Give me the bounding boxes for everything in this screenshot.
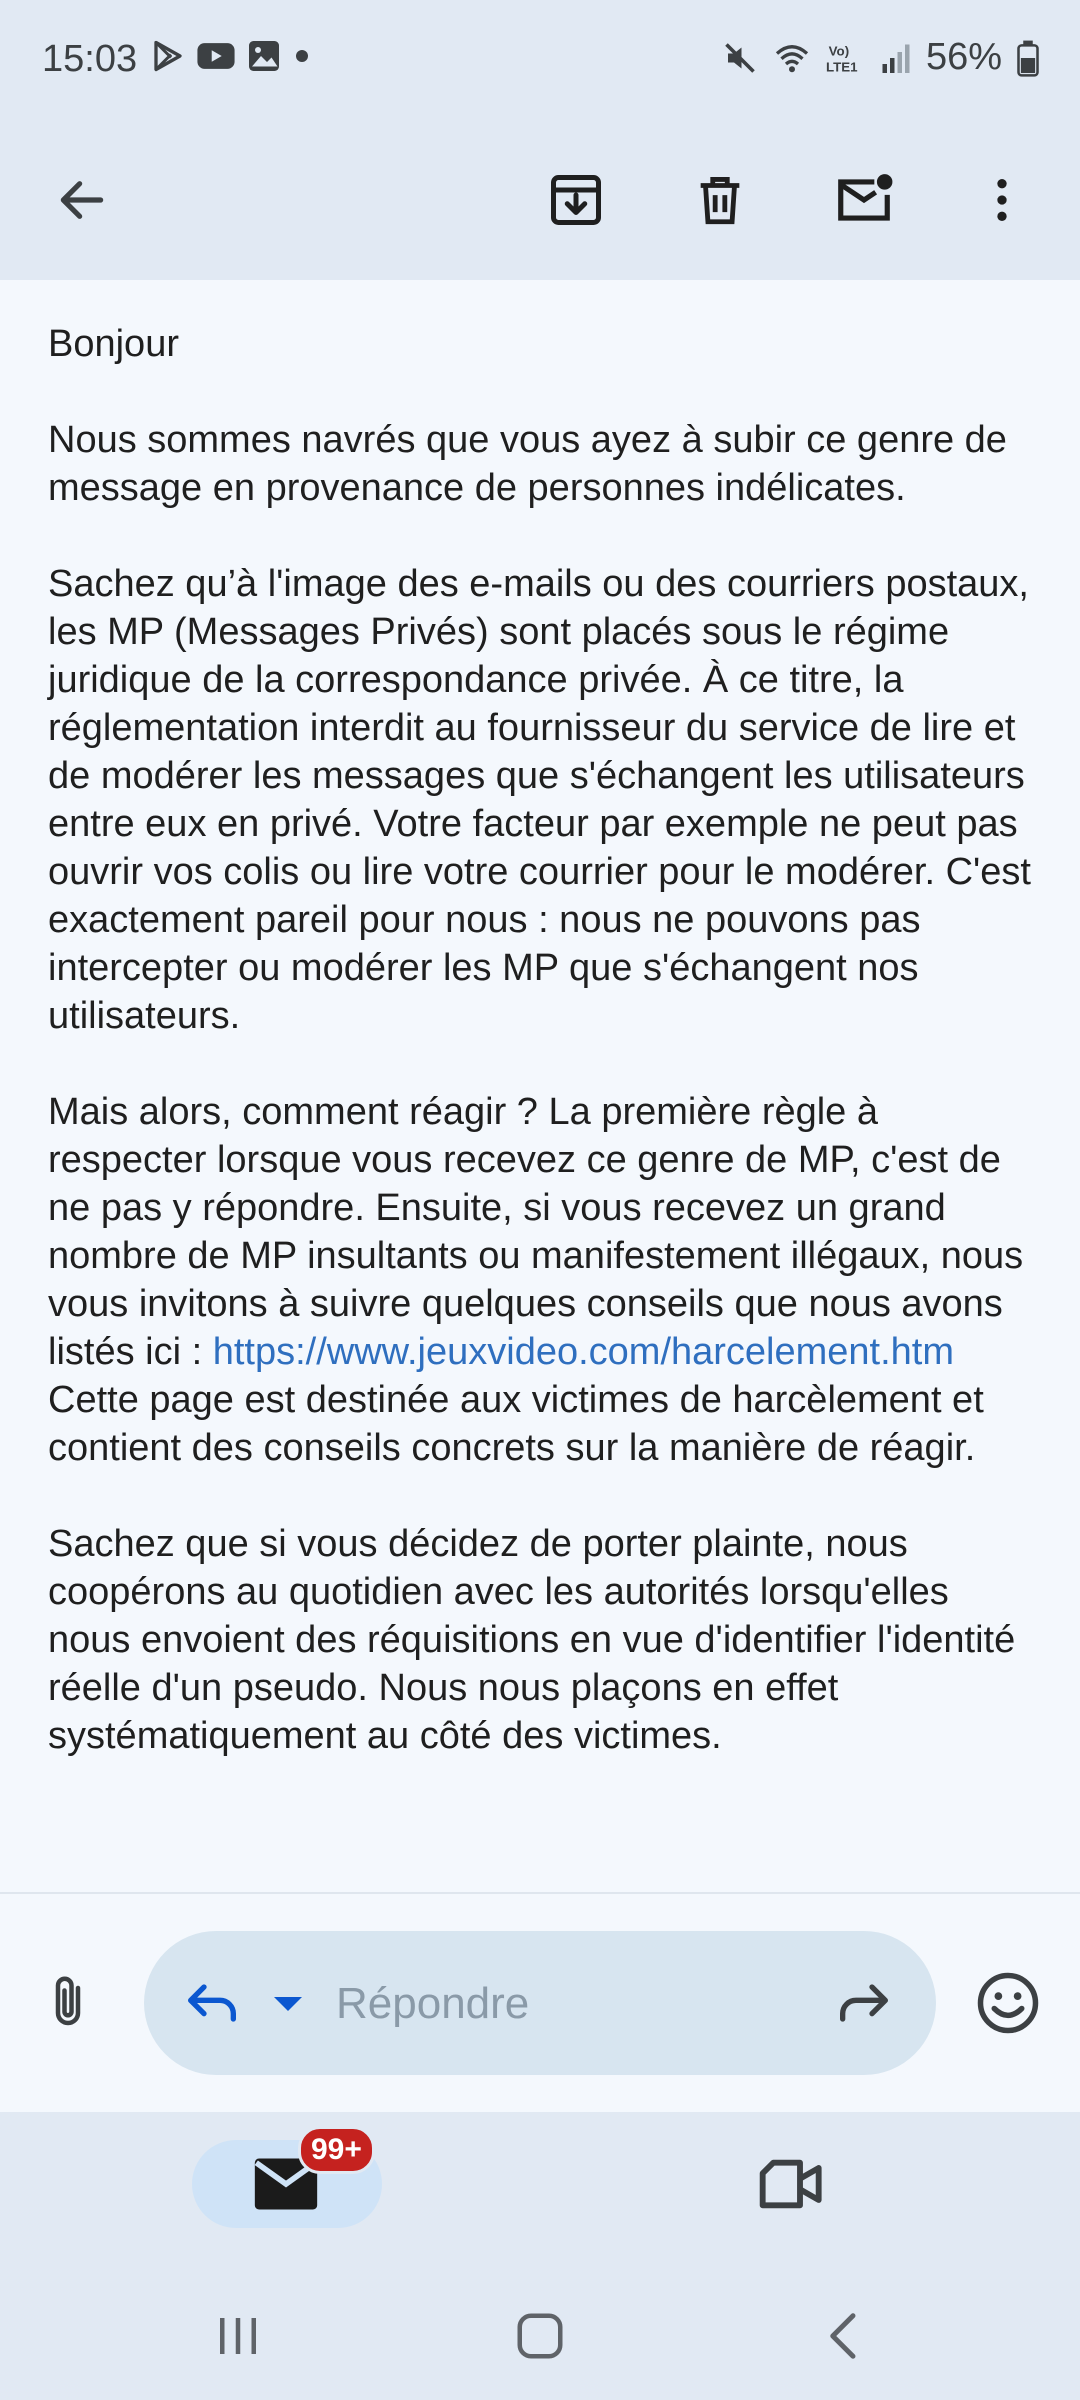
play-store-icon: [150, 38, 186, 74]
email-paragraph-3-start: Mais alors, comment réagir ? La première règle à respecter lorsque vous recevez ce genre de MP, c'est de ne pas y répondre. Ensuite, si vous recevez un grand nombre de MP insultants ou manifestement illégaux, nous vous invitons à suivre quelques conseils que nous avons listés ici :: [48, 1091, 1024, 1373]
attach-button[interactable]: [28, 1963, 108, 2043]
more-vert-icon: [974, 172, 1030, 228]
forward-icon[interactable]: [832, 1971, 896, 2035]
back-arrow-icon: [54, 172, 110, 228]
dot-icon: [292, 38, 312, 74]
recent-apps-icon: [211, 2309, 265, 2363]
email-text: [48, 320, 1038, 1808]
notification-icons: [150, 38, 312, 74]
system-navigation-bar: [0, 2256, 1080, 2400]
harassment-link[interactable]: https://www.jeuxvideo.com/harcelement.htm: [212, 1331, 955, 1373]
status-bar: [0, 0, 1080, 120]
email-greeting: Bonjour: [48, 323, 179, 365]
nav-meet[interactable]: [750, 2144, 834, 2224]
email-paragraph-3-end: Cette page est destinée aux victimes de harcèlement et contient des conseils concrets sur la manière de réagir.: [48, 1379, 984, 1469]
mail-unread-badge: 99+: [298, 2126, 375, 2174]
svg-text:Vo): Vo): [828, 42, 850, 58]
email-paragraph-3: [48, 1088, 1038, 1472]
svg-text:LTE1: LTE1: [825, 58, 858, 74]
reply-options-chevron-icon[interactable]: [268, 1989, 308, 2017]
attachment-icon: [38, 1973, 98, 2033]
reply-placeholder: Répondre: [336, 1979, 530, 2028]
emoji-button[interactable]: [968, 1963, 1048, 2043]
recent-apps-button[interactable]: [200, 2298, 276, 2374]
archive-button[interactable]: [536, 160, 616, 240]
emoji-icon: [975, 1970, 1041, 2036]
more-options-button[interactable]: [962, 160, 1042, 240]
mute-icon: [722, 40, 758, 76]
reply-bar: [0, 1894, 1080, 2112]
mark-unread-icon: [833, 169, 895, 231]
battery-percent: 56%: [925, 36, 1002, 78]
delete-button[interactable]: [680, 160, 760, 240]
archive-icon: [546, 170, 606, 230]
signal-icon: [880, 40, 912, 76]
video-camera-icon: [757, 2152, 827, 2216]
reply-icon[interactable]: [180, 1971, 244, 2035]
system-back-button[interactable]: [806, 2298, 882, 2374]
status-time: 15:03: [42, 38, 138, 80]
email-body: [0, 280, 1080, 1892]
wifi-icon: [772, 40, 812, 76]
gallery-icon: [246, 38, 282, 74]
volte-icon: [826, 40, 866, 76]
mark-unread-button[interactable]: [824, 160, 904, 240]
bottom-navigation: [0, 2112, 1080, 2256]
reply-compose-field[interactable]: [144, 1931, 936, 2075]
email-paragraph-2: Sachez qu’à l'image des e-mails ou des courriers postaux, les MP (Messages Privés) sont placés sous le régime juridique de la correspondance privée. À ce titre, la réglementation interdit au fournisseur du service de lire et de modérer les messages que s'échangent les utilisateurs entre eux en privé. Votre facteur par exemple ne peut pas ouvrir vos colis ou lire votre courrier pour le modérer. C'est exactement pareil pour nous : nous ne pouvons pas intercepter ou modérer les MP que s'échangent nos utilisateurs.: [48, 563, 1031, 1037]
battery-icon: [1016, 39, 1040, 77]
system-back-icon: [817, 2309, 871, 2363]
home-icon: [513, 2309, 567, 2363]
email-paragraph-4: Sachez que si vous décidez de porter plainte, nous coopérons au quotidien avec les autorités lorsqu'elles nous envoient des réquisitions en vue d'identifier l'identité réelle d'un pseudo. Nous nous plaçons en effet systématiquement au côté des victimes.: [48, 1523, 1016, 1757]
system-status-icons: [722, 36, 1040, 79]
email-paragraph-1: Nous sommes navrés que vous ayez à subir ce genre de message en provenance de personnes indélicates.: [48, 419, 1007, 509]
home-button[interactable]: [502, 2298, 578, 2374]
back-button[interactable]: [42, 160, 122, 240]
delete-icon: [691, 171, 749, 229]
youtube-icon: [196, 38, 236, 74]
message-toolbar: [0, 120, 1080, 280]
